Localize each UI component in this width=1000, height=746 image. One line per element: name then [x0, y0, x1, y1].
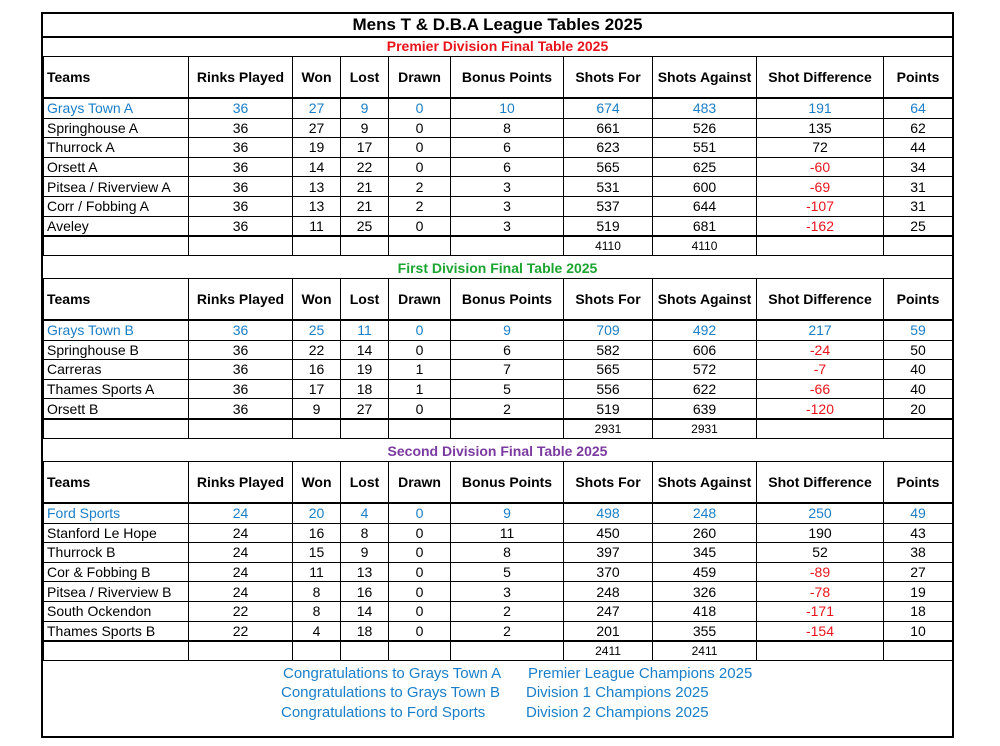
empty-cell [757, 419, 884, 439]
cell-won: 25 [293, 320, 341, 340]
cell-lost: 22 [341, 157, 389, 177]
cell-shots-for: 247 [564, 601, 653, 621]
cell-shots-for: 674 [564, 98, 653, 118]
cell-team: Thurrock B [44, 543, 189, 563]
column-header-rinks-played: Rinks Played [189, 462, 293, 504]
empty-cell [44, 641, 189, 661]
column-header-lost: Lost [341, 57, 389, 99]
table-row [44, 320, 953, 340]
cell-team: Corr / Fobbing A [44, 196, 189, 216]
cell-lost: 21 [341, 177, 389, 197]
column-header-won: Won [293, 462, 341, 504]
cell-drawn: 0 [389, 157, 451, 177]
empty-cell [451, 236, 564, 256]
cell-shots-against: 526 [653, 118, 757, 138]
cell-drawn: 0 [389, 216, 451, 236]
table-row [44, 523, 953, 543]
cell-shot-difference: 250 [757, 503, 884, 523]
congratulations-award: Division 2 Champions 2025 [526, 704, 709, 721]
cell-won: 16 [293, 360, 341, 380]
cell-lost: 11 [341, 320, 389, 340]
cell-lost: 4 [341, 503, 389, 523]
cell-bonus-points: 3 [451, 196, 564, 216]
cell-drawn: 2 [389, 196, 451, 216]
congratulations-line [43, 703, 952, 723]
empty-cell [884, 641, 953, 661]
column-header-shots-for: Shots For [564, 57, 653, 99]
cell-lost: 25 [341, 216, 389, 236]
cell-bonus-points: 5 [451, 562, 564, 582]
table-row [44, 562, 953, 582]
cell-lost: 8 [341, 523, 389, 543]
cell-bonus-points: 3 [451, 582, 564, 602]
cell-shot-difference: -66 [757, 379, 884, 399]
cell-shot-difference: 135 [757, 118, 884, 138]
cell-shots-against: 644 [653, 196, 757, 216]
cell-won: 15 [293, 543, 341, 563]
cell-team: Stanford Le Hope [44, 523, 189, 543]
cell-rinks-played: 24 [189, 503, 293, 523]
empty-cell [341, 419, 389, 439]
cell-shots-for: 498 [564, 503, 653, 523]
league-tables-sheet [41, 12, 954, 738]
table-row [44, 601, 953, 621]
cell-rinks-played: 24 [189, 562, 293, 582]
column-header-shot-difference: Shot Difference [757, 57, 884, 99]
cell-bonus-points: 6 [451, 340, 564, 360]
cell-shots-for: 565 [564, 157, 653, 177]
cell-rinks-played: 36 [189, 177, 293, 197]
cell-team: Ford Sports [44, 503, 189, 523]
cell-drawn: 0 [389, 98, 451, 118]
cell-shots-for: 519 [564, 216, 653, 236]
column-header-drawn: Drawn [389, 279, 451, 321]
cell-shots-against: 572 [653, 360, 757, 380]
cell-points: 20 [884, 399, 953, 419]
cell-lost: 21 [341, 196, 389, 216]
cell-bonus-points: 9 [451, 503, 564, 523]
cell-points: 10 [884, 621, 953, 641]
cell-points: 34 [884, 157, 953, 177]
cell-points: 25 [884, 216, 953, 236]
cell-points: 44 [884, 138, 953, 158]
cell-bonus-points: 5 [451, 379, 564, 399]
total-shots-for: 4110 [564, 236, 653, 256]
cell-team: Springhouse B [44, 340, 189, 360]
cell-team: Orsett A [44, 157, 189, 177]
cell-shots-for: 450 [564, 523, 653, 543]
cell-team: Grays Town B [44, 320, 189, 340]
cell-drawn: 0 [389, 621, 451, 641]
column-header-shots-against: Shots Against [653, 462, 757, 504]
cell-drawn: 1 [389, 379, 451, 399]
table-row [44, 379, 953, 399]
cell-shots-against: 345 [653, 543, 757, 563]
second-division-table [43, 461, 953, 661]
congratulations-text: Congratulations to Grays Town A [283, 665, 502, 682]
cell-points: 31 [884, 196, 953, 216]
totals-row [44, 419, 953, 439]
column-header-shot-difference: Shot Difference [757, 462, 884, 504]
cell-points: 27 [884, 562, 953, 582]
cell-shots-against: 355 [653, 621, 757, 641]
cell-lost: 9 [341, 118, 389, 138]
cell-shots-for: 623 [564, 138, 653, 158]
cell-drawn: 0 [389, 543, 451, 563]
empty-cell [389, 419, 451, 439]
congratulations-award: Division 1 Champions 2025 [526, 684, 709, 701]
cell-bonus-points: 2 [451, 399, 564, 419]
column-header-team: Teams [44, 57, 189, 99]
page-title: Mens T & D.B.A League Tables 2025 [352, 15, 643, 34]
cell-shot-difference: -154 [757, 621, 884, 641]
cell-bonus-points: 3 [451, 216, 564, 236]
cell-rinks-played: 24 [189, 523, 293, 543]
cell-shots-against: 483 [653, 98, 757, 118]
cell-drawn: 2 [389, 177, 451, 197]
cell-won: 9 [293, 399, 341, 419]
cell-rinks-played: 24 [189, 543, 293, 563]
cell-shot-difference: -89 [757, 562, 884, 582]
cell-shots-for: 556 [564, 379, 653, 399]
column-header-rinks-played: Rinks Played [189, 57, 293, 99]
cell-drawn: 0 [389, 601, 451, 621]
cell-rinks-played: 36 [189, 320, 293, 340]
cell-won: 22 [293, 340, 341, 360]
cell-lost: 18 [341, 379, 389, 399]
cell-drawn: 0 [389, 340, 451, 360]
total-shots-against: 2931 [653, 419, 757, 439]
empty-cell [189, 419, 293, 439]
cell-drawn: 1 [389, 360, 451, 380]
empty-cell [293, 236, 341, 256]
premier-division-table [43, 56, 953, 256]
cell-team: Thurrock A [44, 138, 189, 158]
total-shots-for: 2411 [564, 641, 653, 661]
cell-won: 13 [293, 177, 341, 197]
column-header-shot-difference: Shot Difference [757, 279, 884, 321]
cell-points: 40 [884, 360, 953, 380]
cell-team: Orsett B [44, 399, 189, 419]
cell-shots-for: 661 [564, 118, 653, 138]
cell-shot-difference: -162 [757, 216, 884, 236]
congratulations-text: Congratulations to Ford Sports [281, 704, 486, 721]
cell-drawn: 0 [389, 562, 451, 582]
cell-team: Springhouse A [44, 118, 189, 138]
cell-bonus-points: 2 [451, 621, 564, 641]
cell-drawn: 0 [389, 320, 451, 340]
cell-shot-difference: -171 [757, 601, 884, 621]
cell-shots-against: 326 [653, 582, 757, 602]
column-header-points: Points [884, 279, 953, 321]
column-header-points: Points [884, 57, 953, 99]
cell-won: 8 [293, 601, 341, 621]
empty-cell [44, 419, 189, 439]
table-row [44, 118, 953, 138]
column-header-shots-for: Shots For [564, 462, 653, 504]
cell-drawn: 0 [389, 523, 451, 543]
cell-shots-for: 709 [564, 320, 653, 340]
cell-drawn: 0 [389, 138, 451, 158]
cell-drawn: 0 [389, 118, 451, 138]
cell-bonus-points: 3 [451, 177, 564, 197]
cell-won: 4 [293, 621, 341, 641]
table-row [44, 543, 953, 563]
column-header-bonus-points: Bonus Points [451, 57, 564, 99]
cell-bonus-points: 6 [451, 157, 564, 177]
cell-bonus-points: 7 [451, 360, 564, 380]
cell-shots-for: 565 [564, 360, 653, 380]
cell-shots-against: 459 [653, 562, 757, 582]
empty-cell [293, 419, 341, 439]
first-division-table [43, 278, 953, 439]
cell-points: 19 [884, 582, 953, 602]
cell-rinks-played: 36 [189, 157, 293, 177]
cell-bonus-points: 11 [451, 523, 564, 543]
cell-lost: 9 [341, 543, 389, 563]
column-header-shots-against: Shots Against [653, 57, 757, 99]
cell-rinks-played: 36 [189, 379, 293, 399]
cell-points: 38 [884, 543, 953, 563]
column-header-drawn: Drawn [389, 462, 451, 504]
cell-shots-against: 260 [653, 523, 757, 543]
cell-team: Aveley [44, 216, 189, 236]
cell-won: 17 [293, 379, 341, 399]
table-row [44, 360, 953, 380]
cell-lost: 9 [341, 98, 389, 118]
empty-cell [293, 641, 341, 661]
cell-drawn: 0 [389, 503, 451, 523]
column-header-lost: Lost [341, 279, 389, 321]
cell-rinks-played: 36 [189, 340, 293, 360]
cell-shot-difference: 72 [757, 138, 884, 158]
cell-points: 31 [884, 177, 953, 197]
cell-points: 62 [884, 118, 953, 138]
table-row [44, 138, 953, 158]
cell-team: Pitsea / Riverview B [44, 582, 189, 602]
cell-shot-difference: 191 [757, 98, 884, 118]
table-row [44, 98, 953, 118]
cell-won: 19 [293, 138, 341, 158]
empty-cell [189, 641, 293, 661]
cell-shot-difference: -60 [757, 157, 884, 177]
cell-points: 64 [884, 98, 953, 118]
total-shots-for: 2931 [564, 419, 653, 439]
cell-lost: 17 [341, 138, 389, 158]
column-header-won: Won [293, 279, 341, 321]
cell-shots-against: 681 [653, 216, 757, 236]
cell-team: Grays Town A [44, 98, 189, 118]
cell-shots-for: 370 [564, 562, 653, 582]
congratulations-award: Premier League Champions 2025 [528, 665, 753, 682]
table-row [44, 157, 953, 177]
cell-rinks-played: 36 [189, 138, 293, 158]
cell-team: Pitsea / Riverview A [44, 177, 189, 197]
cell-shots-against: 418 [653, 601, 757, 621]
cell-points: 59 [884, 320, 953, 340]
cell-won: 11 [293, 216, 341, 236]
cell-lost: 27 [341, 399, 389, 419]
column-header-points: Points [884, 462, 953, 504]
cell-team: Cor & Fobbing B [44, 562, 189, 582]
cell-shots-for: 248 [564, 582, 653, 602]
cell-team: South Ockendon [44, 601, 189, 621]
empty-cell [389, 641, 451, 661]
cell-rinks-played: 22 [189, 621, 293, 641]
cell-team: Thames Sports A [44, 379, 189, 399]
empty-cell [884, 236, 953, 256]
cell-won: 13 [293, 196, 341, 216]
cell-points: 43 [884, 523, 953, 543]
cell-shot-difference: -120 [757, 399, 884, 419]
cell-rinks-played: 24 [189, 582, 293, 602]
second-division-title: Second Division Final Table 2025 [387, 443, 608, 459]
column-header-bonus-points: Bonus Points [451, 462, 564, 504]
column-header-team: Teams [44, 279, 189, 321]
cell-won: 14 [293, 157, 341, 177]
empty-cell [757, 236, 884, 256]
cell-shots-against: 625 [653, 157, 757, 177]
cell-bonus-points: 10 [451, 98, 564, 118]
premier-division-title: Premier Division Final Table 2025 [386, 38, 609, 54]
congratulations-line [43, 683, 952, 703]
empty-cell [451, 641, 564, 661]
table-header-row [44, 462, 953, 504]
cell-shot-difference: -69 [757, 177, 884, 197]
column-header-drawn: Drawn [389, 57, 451, 99]
table-row [44, 340, 953, 360]
total-shots-against: 4110 [653, 236, 757, 256]
cell-points: 18 [884, 601, 953, 621]
table-row [44, 216, 953, 236]
cell-drawn: 0 [389, 399, 451, 419]
column-header-bonus-points: Bonus Points [451, 279, 564, 321]
cell-shots-against: 639 [653, 399, 757, 419]
table-header-row [44, 57, 953, 99]
cell-bonus-points: 8 [451, 118, 564, 138]
cell-won: 11 [293, 562, 341, 582]
cell-lost: 14 [341, 340, 389, 360]
cell-bonus-points: 9 [451, 320, 564, 340]
cell-shots-for: 537 [564, 196, 653, 216]
totals-row [44, 236, 953, 256]
congratulations-line [43, 664, 952, 684]
table-row [44, 196, 953, 216]
cell-shots-against: 492 [653, 320, 757, 340]
cell-lost: 14 [341, 601, 389, 621]
cell-rinks-played: 36 [189, 98, 293, 118]
column-header-rinks-played: Rinks Played [189, 279, 293, 321]
column-header-team: Teams [44, 462, 189, 504]
cell-won: 20 [293, 503, 341, 523]
cell-shot-difference: 52 [757, 543, 884, 563]
cell-shots-against: 600 [653, 177, 757, 197]
cell-rinks-played: 22 [189, 601, 293, 621]
cell-shots-for: 201 [564, 621, 653, 641]
cell-shots-for: 397 [564, 543, 653, 563]
cell-shots-against: 622 [653, 379, 757, 399]
empty-cell [44, 236, 189, 256]
empty-cell [341, 641, 389, 661]
empty-cell [389, 236, 451, 256]
table-row [44, 621, 953, 641]
column-header-won: Won [293, 57, 341, 99]
cell-points: 50 [884, 340, 953, 360]
cell-shots-against: 248 [653, 503, 757, 523]
cell-team: Carreras [44, 360, 189, 380]
first-division-title: First Division Final Table 2025 [397, 260, 598, 276]
empty-cell [451, 419, 564, 439]
table-row [44, 399, 953, 419]
cell-drawn: 0 [389, 582, 451, 602]
empty-cell [341, 236, 389, 256]
cell-team: Thames Sports B [44, 621, 189, 641]
empty-cell [884, 419, 953, 439]
cell-rinks-played: 36 [189, 360, 293, 380]
cell-won: 16 [293, 523, 341, 543]
cell-bonus-points: 6 [451, 138, 564, 158]
cell-shot-difference: 190 [757, 523, 884, 543]
cell-lost: 19 [341, 360, 389, 380]
cell-lost: 18 [341, 621, 389, 641]
table-row [44, 503, 953, 523]
cell-shots-for: 582 [564, 340, 653, 360]
cell-lost: 16 [341, 582, 389, 602]
table-row [44, 582, 953, 602]
cell-shot-difference: -24 [757, 340, 884, 360]
cell-shots-for: 519 [564, 399, 653, 419]
table-header-row [44, 279, 953, 321]
column-header-shots-for: Shots For [564, 279, 653, 321]
table-row [44, 177, 953, 197]
cell-points: 49 [884, 503, 953, 523]
empty-cell [757, 641, 884, 661]
cell-shot-difference: -78 [757, 582, 884, 602]
cell-bonus-points: 2 [451, 601, 564, 621]
cell-shot-difference: 217 [757, 320, 884, 340]
totals-row [44, 641, 953, 661]
cell-points: 40 [884, 379, 953, 399]
cell-won: 8 [293, 582, 341, 602]
column-header-lost: Lost [341, 462, 389, 504]
cell-bonus-points: 8 [451, 543, 564, 563]
cell-rinks-played: 36 [189, 118, 293, 138]
cell-shot-difference: -107 [757, 196, 884, 216]
cell-shots-against: 606 [653, 340, 757, 360]
cell-shot-difference: -7 [757, 360, 884, 380]
total-shots-against: 2411 [653, 641, 757, 661]
column-header-shots-against: Shots Against [653, 279, 757, 321]
cell-rinks-played: 36 [189, 196, 293, 216]
cell-rinks-played: 36 [189, 216, 293, 236]
empty-cell [189, 236, 293, 256]
cell-won: 27 [293, 118, 341, 138]
congratulations-text: Congratulations to Grays Town B [281, 684, 501, 701]
cell-shots-against: 551 [653, 138, 757, 158]
cell-shots-for: 531 [564, 177, 653, 197]
cell-rinks-played: 36 [189, 399, 293, 419]
cell-lost: 13 [341, 562, 389, 582]
cell-won: 27 [293, 98, 341, 118]
